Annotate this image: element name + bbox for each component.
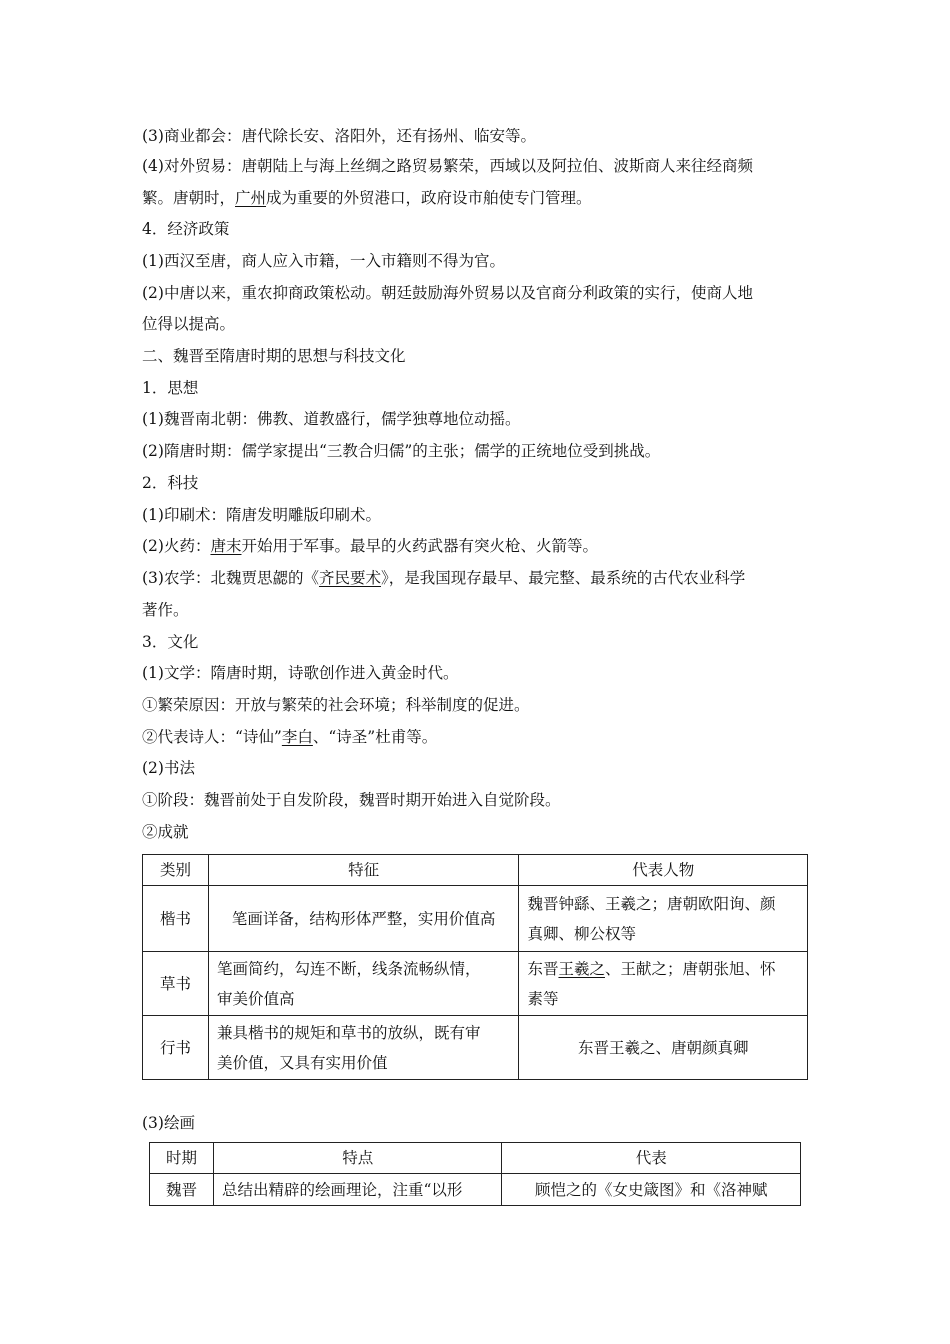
underlined-term: 唐末 bbox=[210, 537, 242, 555]
table-header-row bbox=[150, 1143, 801, 1174]
text-span: 、“诗圣”杜甫等。 bbox=[312, 728, 438, 746]
text-line bbox=[142, 727, 812, 747]
text-line: 位得以提高。 bbox=[142, 315, 236, 333]
table-header-cell: 类别 bbox=[143, 855, 209, 886]
table-cell: 魏晋 bbox=[150, 1174, 214, 1206]
text-span: 开始用于军事。最早的火药武器有突火枪、火箭等。 bbox=[241, 537, 598, 555]
text-line bbox=[142, 536, 812, 556]
text-span: 繁。唐朝时， bbox=[142, 189, 236, 207]
underlined-term: 王羲之 bbox=[558, 959, 605, 978]
table-cell bbox=[519, 886, 808, 952]
table-row bbox=[150, 1174, 801, 1206]
text-span: (3)农学：北魏贾思勰的《 bbox=[142, 569, 319, 587]
underlined-term: 李白 bbox=[281, 728, 313, 746]
text-line: (4)对外贸易：唐朝陆上与海上丝绸之路贸易繁荣，西域以及阿拉伯、波斯商人来往经商频 bbox=[142, 157, 753, 175]
painting-table bbox=[149, 1142, 801, 1206]
text-span: 东晋 bbox=[527, 959, 559, 978]
text-span: 》，是我国现存最早、最完整、最系统的古代农业科学 bbox=[380, 569, 746, 587]
text-line bbox=[142, 188, 812, 208]
underlined-term: 广州 bbox=[235, 189, 267, 207]
cell-line: 兼具楷书的规矩和草书的放纵，既有审 bbox=[216, 1023, 481, 1042]
table-row bbox=[143, 952, 808, 1016]
table-cell bbox=[208, 1016, 519, 1080]
cell-line: 笔画简约，勾连不断，线条流畅纵情， bbox=[216, 959, 481, 978]
text-line bbox=[142, 568, 812, 588]
text-line: ①繁荣原因：开放与繁荣的社会环境；科举制度的促进。 bbox=[142, 696, 530, 714]
text-line: (2)书法 bbox=[142, 759, 195, 777]
text-line: ①阶段：魏晋前处于自发阶段，魏晋时期开始进入自觉阶段。 bbox=[142, 791, 561, 809]
section-heading: 3．文化 bbox=[142, 633, 199, 651]
text-line: 著作。 bbox=[142, 601, 189, 619]
text-span: 成为重要的外贸港口，政府设市舶使专门管理。 bbox=[266, 189, 592, 207]
table-cell: 顾恺之的《女史箴图》和《洛神赋 bbox=[502, 1174, 801, 1206]
cell-line: 魏晋钟繇、王羲之；唐朝欧阳询、颜 bbox=[527, 894, 776, 913]
text-span: ②代表诗人：“诗仙” bbox=[142, 728, 282, 746]
text-line: (1)西汉至唐，商人应入市籍，一入市籍则不得为官。 bbox=[142, 252, 505, 270]
text-span: (2)火药： bbox=[142, 537, 211, 555]
cell-line bbox=[527, 954, 799, 984]
cell-line: 真卿、柳公权等 bbox=[527, 924, 636, 943]
section-heading: 1．思想 bbox=[142, 379, 199, 397]
text-line: (3)商业都会：唐代除长安、洛阳外，还有扬州、临安等。 bbox=[142, 127, 536, 145]
table-row bbox=[143, 886, 808, 952]
table-cell bbox=[519, 952, 808, 1016]
underlined-term: 齐民要术 bbox=[318, 569, 381, 587]
table-header-cell: 时期 bbox=[150, 1143, 214, 1174]
section-heading: 4．经济政策 bbox=[142, 220, 230, 238]
text-line: (1)文学：隋唐时期，诗歌创作进入黄金时代。 bbox=[142, 664, 459, 682]
table-cell bbox=[208, 952, 519, 1016]
table-header-cell: 代表 bbox=[502, 1143, 801, 1174]
cell-line: 美价值，又具有实用价值 bbox=[216, 1053, 388, 1072]
cell-line: 审美价值高 bbox=[216, 989, 295, 1008]
section-heading: 2．科技 bbox=[142, 474, 199, 492]
table-header-cell: 特点 bbox=[213, 1143, 502, 1174]
text-line: (2)隋唐时期：儒学家提出“三教合归儒”的主张；儒学的正统地位受到挑战。 bbox=[142, 442, 661, 460]
section-heading: 二、魏晋至隋唐时期的思想与科技文化 bbox=[142, 347, 406, 365]
cell-line: 素等 bbox=[527, 989, 559, 1008]
table-cell: 笔画详备，结构形体严整，实用价值高 bbox=[208, 886, 519, 952]
table-header-cell: 特征 bbox=[208, 855, 519, 886]
table-header-cell: 代表人物 bbox=[519, 855, 808, 886]
calligraphy-table bbox=[142, 854, 808, 1080]
table-cell: 行书 bbox=[143, 1016, 209, 1080]
table-header-row bbox=[143, 855, 808, 886]
table-cell: 草书 bbox=[143, 952, 209, 1016]
table-cell: 东晋王羲之、唐朝颜真卿 bbox=[519, 1016, 808, 1080]
text-line: (1)魏晋南北朝：佛教、道教盛行，儒学独尊地位动摇。 bbox=[142, 410, 521, 428]
table-cell: 总结出精辟的绘画理论，注重“以形 bbox=[213, 1174, 502, 1206]
text-line: (3)绘画 bbox=[142, 1114, 195, 1132]
text-span: 、王献之；唐朝张旭、怀 bbox=[604, 959, 776, 978]
table-row bbox=[143, 1016, 808, 1080]
text-line: (2)中唐以来，重农抑商政策松动。朝廷鼓励海外贸易以及官商分利政策的实行，使商人地 bbox=[142, 284, 753, 302]
table-cell: 楷书 bbox=[143, 886, 209, 952]
text-line: (1)印刷术：隋唐发明雕版印刷术。 bbox=[142, 506, 381, 524]
text-line: ②成就 bbox=[142, 823, 189, 841]
